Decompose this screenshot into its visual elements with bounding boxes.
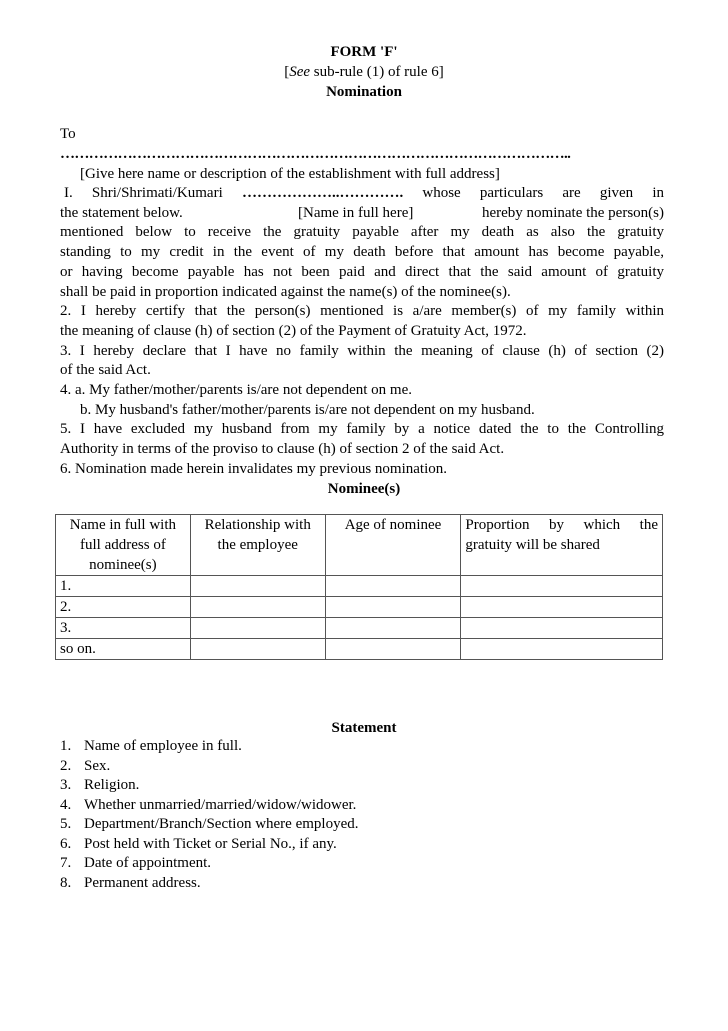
table-cell[interactable] (325, 618, 461, 639)
form-title: FORM 'F' (330, 44, 398, 60)
para2-line2: the meaning of clause (h) of section (2) of the Payment of Gratuity Act, 1972. (60, 323, 527, 339)
para2-line1: 2. I hereby certify that the person(s) mentioned is a/are member(s) of my family within (60, 303, 664, 319)
list-item (60, 835, 359, 855)
column-header: Proportion by which the gratuity will be shared (461, 515, 663, 576)
item-number: 1. (60, 738, 72, 754)
statement-list (60, 737, 359, 893)
item-text: Post held with Ticket or Serial No., if any. (84, 835, 337, 852)
item-number: 8. (60, 874, 72, 891)
item-text: Whether unmarried/married/widow/widower. (84, 796, 357, 813)
p1-line2-a: the statement below. (60, 205, 183, 221)
nominees-heading: Nominee(s) (327, 481, 401, 497)
column-header: Relationship with the employee (190, 515, 325, 576)
item-number: 4. (60, 796, 72, 813)
item-number: 3. (60, 777, 72, 793)
table-row (56, 639, 663, 660)
para5-line1: 5. I have excluded my husband from my family by a notice dated the to the Controlling (60, 421, 664, 437)
item-number: 7. (60, 855, 72, 871)
item-number: 6. (60, 835, 72, 852)
para3-line1: 3. I hereby declare that I have no family within the meaning of clause (h) of section (2) (60, 343, 664, 359)
table-cell[interactable] (190, 639, 325, 660)
table-cell[interactable] (461, 639, 663, 660)
table-cell[interactable] (190, 597, 325, 618)
item-text: Name of employee in full. (84, 738, 242, 754)
list-item (60, 757, 359, 777)
table-cell[interactable] (461, 618, 663, 639)
table-row (56, 576, 663, 597)
list-item (60, 815, 359, 835)
para4b: b. My husband's father/mother/parents is/are not dependent on my husband. (80, 402, 535, 418)
table-cell[interactable] (190, 618, 325, 639)
row-label: 1. (56, 576, 191, 597)
p1-dots: ………………..…………. (241, 185, 404, 201)
p1-line2-c: hereby nominate the person(s) (481, 205, 664, 221)
table-cell[interactable] (461, 576, 663, 597)
p1-text-a: I. Shri/Shrimati/Kumari (64, 185, 223, 201)
row-label: so on. (56, 639, 191, 660)
see-italic: See (289, 64, 311, 80)
establishment-instruction: [Give here name or description of the establishment with full address] (80, 166, 500, 182)
list-item (60, 796, 359, 816)
para1-line6: shall be paid in proportion indicated against the name(s) of the nominee(s). (60, 284, 511, 300)
list-item (60, 854, 359, 874)
para5-line2: Authority in terms of the proviso to clause (h) of section 2 of the said Act. (60, 441, 505, 457)
list-item (60, 776, 359, 796)
item-text: Permanent address. (84, 874, 201, 891)
para6: 6. Nomination made herein invalidates my previous nomination. (60, 461, 448, 477)
table-row (56, 618, 663, 639)
para1-line2 (60, 203, 664, 223)
nomination-heading: Nomination (326, 84, 402, 100)
p1-text-b: whose particulars are given in (422, 185, 665, 201)
row-label: 2. (56, 597, 191, 618)
table-cell[interactable] (325, 576, 461, 597)
item-number: 5. (60, 816, 72, 832)
para1-line3: mentioned below to receive the gratuity payable after my death as also the gratuity (60, 224, 664, 240)
dots-line: …………………………………………………………………………………………….. (60, 146, 571, 162)
item-number: 2. (60, 757, 72, 774)
para3-line2: of the said Act. (60, 362, 151, 378)
list-item (60, 874, 359, 894)
subrule-open: [ (284, 64, 290, 80)
para1-line5: or having become payable has not been paid and direct that the said amount of gratuity (60, 264, 664, 280)
item-text: Date of appointment. (84, 855, 212, 871)
table-header-row (56, 515, 663, 576)
para1-line1 (64, 183, 664, 203)
p1-line2-b: [Name in full here] (298, 205, 414, 221)
item-text: Religion. (84, 777, 140, 793)
nominee-table (55, 514, 663, 660)
subrule-rest: sub-rule (1) of rule 6] (310, 64, 444, 80)
subrule-reference (0, 62, 728, 82)
table-cell[interactable] (461, 597, 663, 618)
para4a: 4. a. My father/mother/parents is/are not dependent on me. (60, 382, 412, 398)
table-row (56, 597, 663, 618)
statement-heading: Statement (331, 720, 397, 736)
to-label: To (60, 126, 76, 142)
column-header: Name in full with full address of nominee(s) (56, 515, 191, 576)
table-cell[interactable] (325, 597, 461, 618)
list-item (60, 737, 359, 757)
table-cell[interactable] (190, 576, 325, 597)
para1-line4: standing to my credit in the event of my death before that amount has become payable, (60, 244, 664, 260)
row-label: 3. (56, 618, 191, 639)
item-text: Sex. (84, 757, 111, 774)
item-text: Department/Branch/Section where employed. (84, 816, 359, 832)
table-cell[interactable] (325, 639, 461, 660)
column-header: Age of nominee (325, 515, 461, 576)
